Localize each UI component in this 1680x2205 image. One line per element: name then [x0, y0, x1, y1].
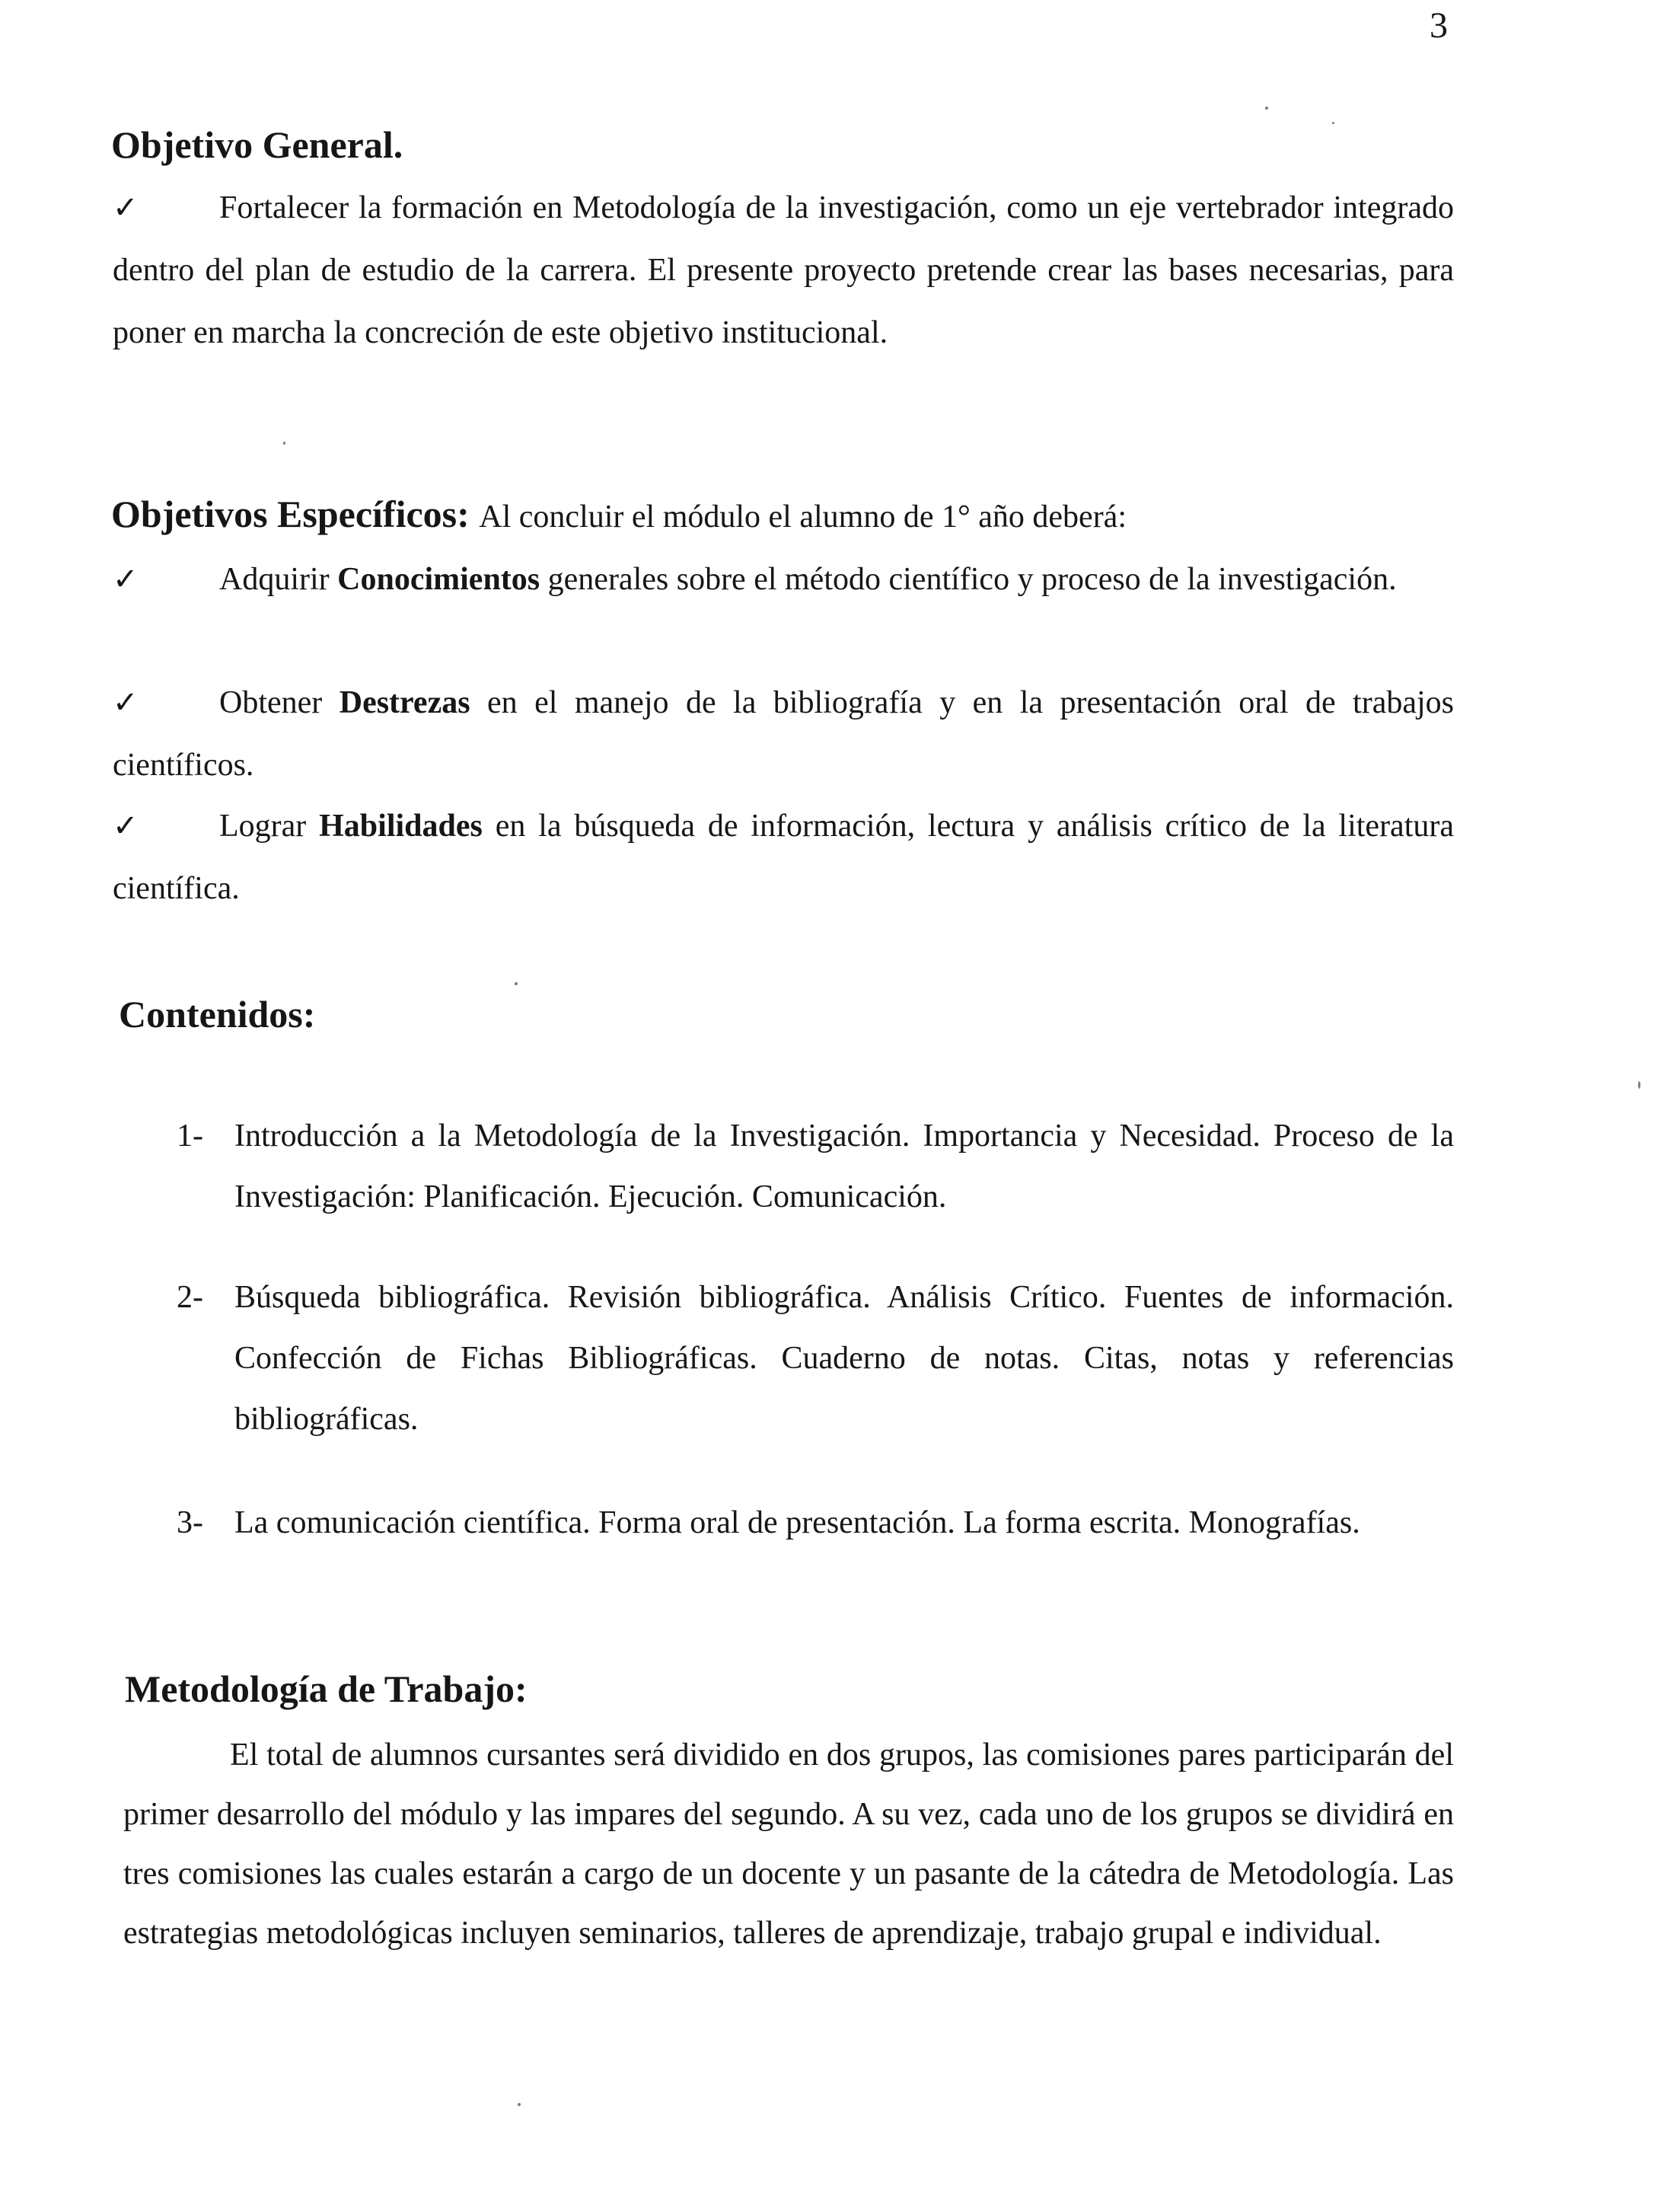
item-text-before: Adquirir: [219, 562, 338, 597]
scan-speck: [1332, 122, 1334, 124]
item-text-after: en la búsqueda de información, lectura y análisis crítico de la literatura científica.: [113, 809, 1455, 906]
contenido-item: [177, 1106, 1454, 1227]
metodologia-paragraph: [123, 1725, 1454, 1963]
contenidos-heading: Contenidos:: [119, 993, 316, 1035]
scan-speck: [1638, 1081, 1640, 1089]
objetivo-general-heading: Objetivo General.: [111, 123, 403, 166]
checkmark-icon: ✓: [113, 685, 139, 720]
list-text: Introducción a la Metodología de la Investigación. Importancia y Necesidad. Proceso de la Investigación: Planificación. Ejecución. Comunicación.: [234, 1118, 1454, 1214]
objetivo-general-item: [113, 177, 1454, 364]
list-number: 3-: [177, 1505, 203, 1540]
contenido-item: [177, 1492, 1454, 1553]
scan-speck: [515, 982, 518, 985]
objetivos-especificos-heading-line: [111, 491, 1127, 540]
list-text: Búsqueda bibliográfica. Revisión bibliográfica. Análisis Crítico. Fuentes de información. Confección de Fichas Bibliográficas. Cuaderno de notas. Citas, notas y referencias bibliográficas.: [234, 1280, 1454, 1437]
item-text-before: Obtener: [219, 685, 340, 720]
keyword-habilidades: Habilidades: [319, 809, 483, 844]
objetivo-general-text: Fortalecer la formación en Metodología de la investigación, como un eje vertebrador integrado dentro del plan de estudio de la carrera. El presente proyecto pretende crear las bases necesarias, para poner en marcha la concreción de este objetivo institucional.: [113, 190, 1454, 350]
contenido-item: [177, 1267, 1454, 1450]
objetivo-especifico-item: [113, 672, 1454, 796]
list-text: La comunicación científica. Forma oral de presentación. La forma escrita. Monografías.: [234, 1505, 1360, 1540]
scan-speck: [283, 442, 285, 445]
keyword-conocimientos: Conocimientos: [337, 562, 540, 597]
checkmark-icon: ✓: [113, 809, 139, 844]
item-text-after: generales sobre el método científico y proceso de la investigación.: [540, 562, 1397, 597]
metodologia-text: El total de alumnos cursantes será dividido en dos grupos, las comisiones pares participarán del primer desarrollo del módulo y las impares del segundo. A su vez, cada uno de los grupos se dividirá en tres comisiones las cuales estarán a cargo de un docente y un pasante de la cátedra de Metodología. Las estrategias metodológicas incluyen seminarios, talleres de aprendizaje, trabajo grupal e individual.: [123, 1738, 1454, 1951]
list-number: 2-: [177, 1280, 203, 1315]
page-number: 3: [1430, 5, 1448, 46]
scan-speck: [1265, 107, 1268, 110]
item-text-before: Lograr: [219, 809, 320, 844]
objetivos-especificos-heading: Objetivos Específicos:: [111, 493, 470, 535]
checkmark-icon: ✓: [113, 562, 139, 597]
objetivos-especificos-intro: Al concluir el módulo el alumno de 1° año deberá:: [479, 499, 1127, 534]
objetivo-especifico-item: [113, 548, 1454, 611]
checkmark-icon: ✓: [113, 190, 139, 225]
keyword-destrezas: Destrezas: [339, 685, 470, 720]
item-text-after: en el manejo de la bibliografía y en la presentación oral de trabajos científicos.: [113, 685, 1454, 783]
scan-speck: [518, 2103, 521, 2106]
objetivo-especifico-item: [113, 795, 1454, 920]
metodologia-heading: Metodología de Trabajo:: [125, 1667, 528, 1710]
list-number: 1-: [177, 1118, 203, 1154]
